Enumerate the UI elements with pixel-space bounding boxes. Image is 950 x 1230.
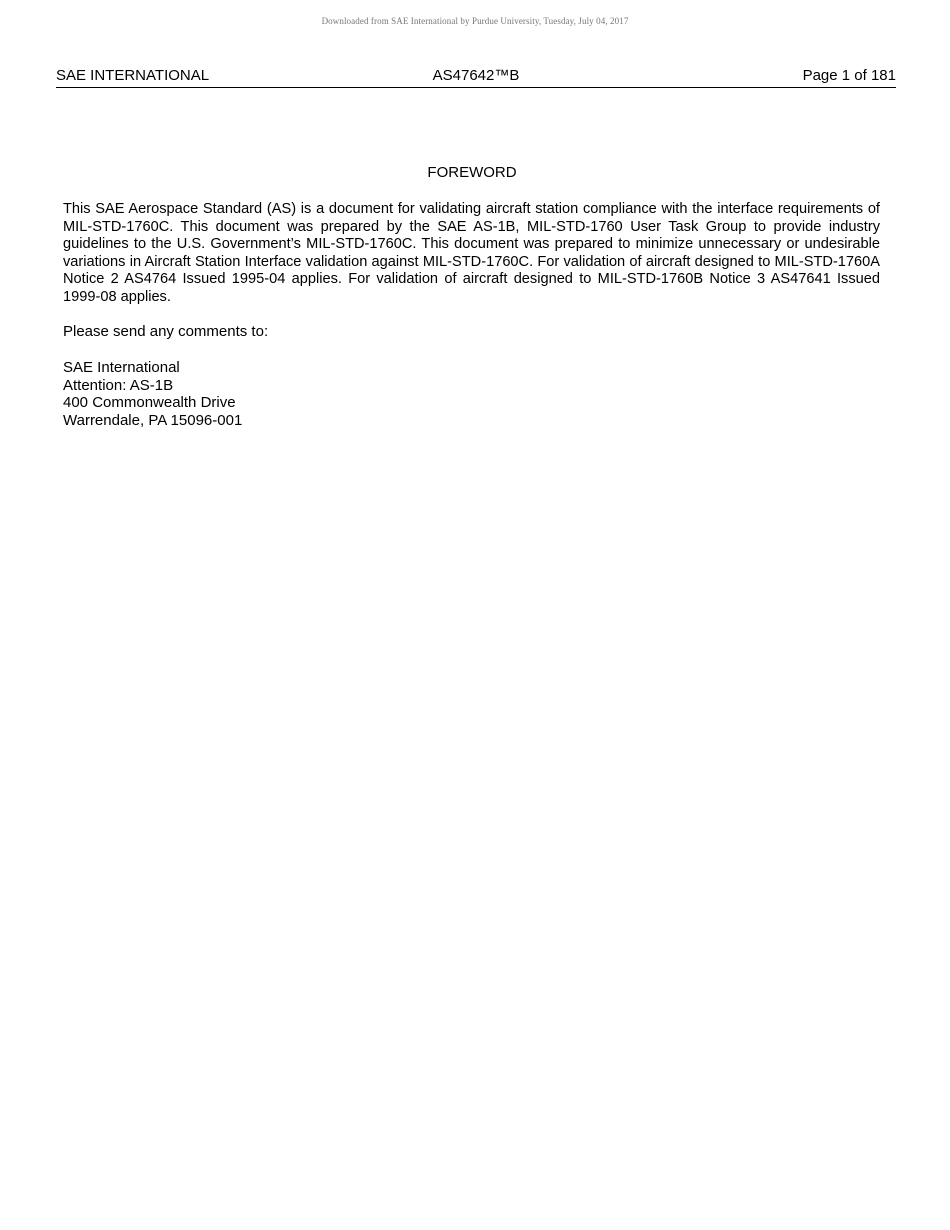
header-page-number: Page 1 of 181 <box>802 67 896 84</box>
header-organization: SAE INTERNATIONAL <box>56 67 210 84</box>
section-title: FOREWORD <box>427 164 517 181</box>
header-document-id: AS47642™B <box>432 67 520 84</box>
address-line-organization: SAE International <box>63 359 180 376</box>
download-watermark: Downloaded from SAE International by Purdue University, Tuesday, July 04, 2017 <box>321 16 629 26</box>
comments-prompt: Please send any comments to: <box>63 323 269 340</box>
foreword-paragraph: This SAE Aerospace Standard (AS) is a document for validating aircraft station compliance with the interface requirements of MIL-STD-1760C. This document was prepared by the SAE AS-1B, MIL-STD-1760 User Task Group to provide industry guidelines to the U.S. Government’s MIL-STD-1760C. This document was prepared to minimize unnecessary or undesirable variations in Aircraft Station Interface validation against MIL-STD-1760C. For validation of aircraft designed to MIL-STD-1760A Notice 2 AS4764 Issued 1995-04 applies. For validation of aircraft designed to MIL-STD-1760B Notice 3 AS47641 Issued 1999-08 applies. <box>63 201 880 305</box>
page-header <box>56 67 896 88</box>
address-line-city: Warrendale, PA 15096-001 <box>63 411 243 429</box>
address-line-street: 400 Commonwealth Drive <box>63 394 236 411</box>
contact-address <box>63 359 242 429</box>
address-line-attention: Attention: AS-1B <box>63 376 174 394</box>
